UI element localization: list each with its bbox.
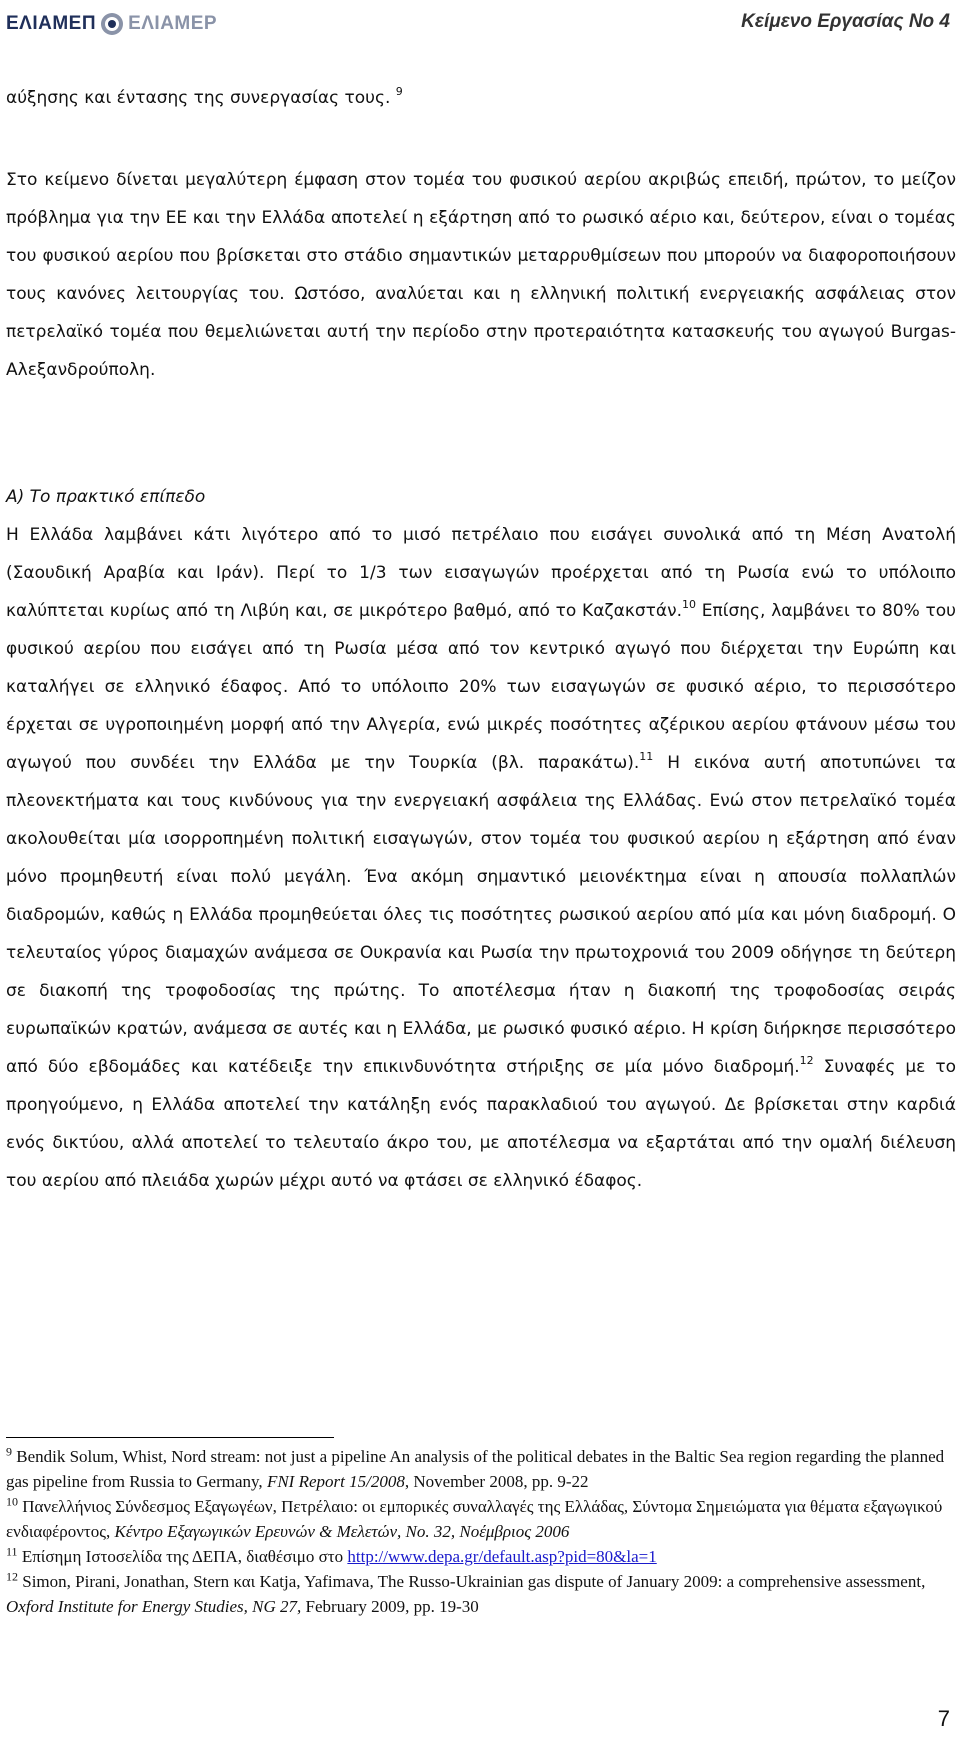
footnote-12: $^{12}$ Simon, Pirani, Jonathan, Stern και Katja, Yafimava, The Russo-Ukrainian gas dispute of January 2009: a comprehensive assessment, Oxford Institute for Energy Studies, NG 27, February 2009, pp. 19-30 xyxy=(6,1569,926,1616)
footnote-ref-10[interactable]: 10 xyxy=(682,598,696,612)
depa-link[interactable]: http://www.depa.gr/default.asp?pid=80&la=1 xyxy=(347,1547,657,1566)
footnotes xyxy=(6,1444,948,1619)
footnote-separator xyxy=(6,1437,334,1438)
paragraph-continuation: αύξησης και έντασης της συνεργασίας τους. $^9$ xyxy=(6,85,403,108)
page-header xyxy=(0,0,960,52)
footnote-10: $^{10}$ Πανελλήνιος Σύνδεσμος Εξαγωγέων, Πετρέλαιο: οι εμπορικές συναλλαγές της Ελλάδας, Σύντομα Σημειώματα για θέματα εξαγωγικού ενδιαφέροντος, Κέντρο Εξαγωγικών Ερευνών & Μελετών, Νο. 32, Νοέμβριος 2006 xyxy=(6,1494,943,1541)
logo-text-greek: ΕΛΙΑΜΕΠ xyxy=(6,13,97,34)
paragraph-intro: Στο κείμενο δίνεται μεγαλύτερη έμφαση στον τομέα του φυσικού αερίου ακριβώς επειδή, πρώτον, το μείζον πρόβλημα για την ΕΕ και την Ελλάδα αποτελεί η εξάρτηση από το ρωσικό αέριο και, δεύτερον, είναι ο τομέας του φυσικού αερίου που βρίσκεται στο στάδιο σημαντικών μεταρρυθμίσεων που μπορούν να διαφοροποιήσουν τους κανόνες λειτουργίας του. Ωστόσο, αναλύεται και η ελληνική πολιτική ενεργειακής ασφάλειας στον πετρελαϊκό τομέα που θεμελιώνεται αυτή την περίοδο στην προτεραιότητα κατασκευής του αγωγού Burgas-Αλεξανδρούπολη. xyxy=(6,170,956,380)
footnote-ref-12[interactable]: 12 xyxy=(799,1054,814,1068)
logo-text-latin: ΕΛΙΑΜΕΡ xyxy=(128,13,218,34)
footnote-ref-11[interactable]: 11 xyxy=(639,750,654,764)
eliamep-logo xyxy=(6,9,217,39)
logo-emblem-icon xyxy=(100,12,124,36)
page-number: 7 xyxy=(937,1706,950,1731)
paragraph-practical-level: Η Ελλάδα λαμβάνει κάτι λιγότερο από το μισό πετρέλαιο που εισάγει συνολικά από τη Μέση Ανατολή (Σαουδική Αραβία και Ιράν). Περί το 1/3 των εισαγωγών προέρχεται από τη Ρωσία ενώ το υπόλοιπο καλύπτεται κυρίως από τη Λιβύη και, σε μικρότερο βαθμό, από το Καζακστάν.$^{10}$ Επίσης, λαμβάνει το 80% του φυσικού αερίου που εισάγει από τη Ρωσία μέσα από τον κεντρικό αγωγό που διέρχεται την Ευρώπη και καταλήγει σε ελληνικό έδαφος. Από το υπόλοιπο 20% των εισαγωγών σε φυσικό αέριο, το περισσότερο έρχεται σε υγροποιημένη μορφή από την Αλγερία, ενώ μικρές ποσότητες αζέρικου αερίου φτάνουν μέσω του αγωγού που συνδέει την Ελλάδα με την Τουρκία (βλ. παρακάτω).$^{11}$ Η εικόνα αυτή αποτυπώνει τα πλεονεκτήματα και τους κινδύνους για την ενεργειακή ασφάλεια της Ελλάδας. Ενώ στον πετρελαϊκό τομέα ακολουθείται μία ισορροπημένη πολιτική εισαγωγών, στον τομέα του φυσικού αερίου η εξάρτηση από έναν μόνο προμηθευτή είναι πολύ μεγάλη. Ένα ακόμη σημαντικό μειονέκτημα είναι η απουσία πολλαπλών διαδρομών, καθώς η Ελλάδα προμηθεύεται όλες τις ποσότητες ρωσικού αερίου από μία και μόνη διαδρομή. Ο τελευταίος γύρος διαμαχών ανάμεσα σε Ουκρανία και Ρωσία την πρωτοχρονιά του 2009 οδήγησε τη δεύτερη σε διακοπή της τροφοδοσίας της πρώτης. Το αποτέλεσμα ήταν η διακοπή της τροφοδοσίας σειράς ευρωπαϊκών κρατών, ανάμεσα σε αυτές και η Ελλάδα, με ρωσικό φυσικό αέριο. Η κρίση διήρκησε περισσότερο από δύο εβδομάδες και κατέδειξε την επικινδυνότητα στήριξης σε μία μόνο διαδρομή.$^{12}$ Συναφές με το προηγούμενο, η Ελλάδα αποτελεί την κατάληξη ενός παρακλαδιού του αγωγού. Δε βρίσκεται στην καρδιά ενός δικτύου, αλλά αποτελεί το τελευταίο άκρο του, με αποτέλεσμα να εξαρτάται από την ομαλή διέλευση του αερίου από πλειάδα χωρών μέχρι αυτό να φτάσει σε ελληνικό έδαφος. xyxy=(6,525,956,1191)
document-series-title: Κείμενο Εργασίας Νο 4 xyxy=(741,11,950,32)
section-heading: Α) Το πρακτικό επίπεδο xyxy=(6,487,206,507)
footnote-11: $^{11}$ Επίσημη Ιστοσελίδα της ΔΕΠΑ, διαθέσιμο στο http://www.depa.gr/default.asp?pid=80&la=1 xyxy=(6,1544,657,1566)
footnote-9: $^9$ Bendik Solum, Whist, Nord stream: not just a pipeline An analysis of the political debates in the Baltic Sea region regarding the planned gas pipeline from Russia to Germany, FNI Report 15/2008, November 2008, pp. 9-22 xyxy=(6,1444,945,1491)
footnote-ref-9[interactable]: 9 xyxy=(395,85,403,99)
